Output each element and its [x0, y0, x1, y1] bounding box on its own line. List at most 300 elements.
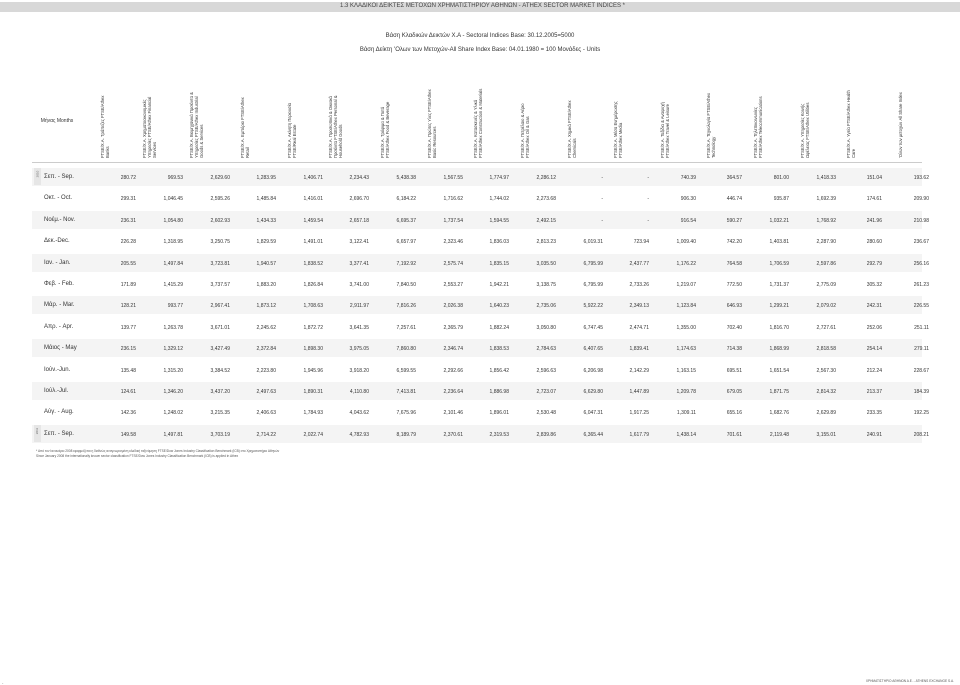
table-cell: 124.61	[120, 389, 136, 395]
column-header-label: FTSE/X.A. Ταξίδια & Αναψυχή FTSE/Athex Travel & Leisure	[660, 102, 670, 158]
table-cell: 2,026.38	[443, 303, 463, 310]
table-cell: 3,918.20	[349, 367, 369, 374]
table-cell: 364.57	[726, 175, 742, 181]
table-cell: 236.15	[120, 346, 136, 353]
table-cell: 149.58	[120, 431, 136, 438]
column-header	[846, 86, 856, 158]
table-cell: 646.93	[726, 303, 742, 310]
column-header-label: FTSE/X.A. Μέσα Ενημέρωσης FTSE/Athex Media	[613, 101, 623, 158]
table-cell: 2,813.23	[536, 239, 556, 246]
column-header-label: FTSE/X.A. Ακίνητη Περιουσία FTSE/Real Estate	[287, 102, 297, 158]
month-label: Σεπ. - Sep.	[44, 174, 74, 180]
table-cell: 1,651.54	[769, 367, 789, 374]
column-header	[660, 86, 670, 158]
table-cell: 3,671.01	[210, 324, 230, 331]
all-share-base-note: Βάση Δείκτη 'Ολων των Μετοχών-All Share Index Base: 04.01.1980 = 100 Μονάδες - Units	[359, 47, 601, 53]
table-cell: 1,898.30	[303, 346, 323, 353]
column-header-label: FTSE/X.A. Χημικά FTSE/Athex Chemicals	[567, 100, 577, 158]
table-cell: 1,835.15	[489, 260, 509, 267]
table-cell: -	[647, 217, 649, 224]
table-cell: 7,192.92	[396, 260, 416, 267]
table-cell: 1,406.71	[303, 175, 323, 181]
table-cell: 256.16	[913, 260, 929, 267]
column-header-label: FTSE/X.A. Βιομηχανικά Προϊόντα & Υπηρεσίες FTSE/Athex Industrial Goods & Services	[189, 92, 204, 158]
table-cell: 193.62	[913, 175, 929, 181]
table-cell: 7,816.26	[396, 303, 416, 310]
table-cell: 1,176.22	[676, 260, 696, 267]
table-cell: 1,882.24	[489, 324, 509, 331]
table-cell: 280.72	[120, 175, 136, 181]
table-cell: 236.31	[120, 217, 136, 224]
table-cell: 1,768.92	[816, 217, 836, 224]
table-cell: 702.40	[726, 324, 742, 331]
table-cell: 801.00	[773, 175, 789, 181]
table-cell: 1,883.20	[256, 282, 276, 288]
report-title: 1.3 ΚΛΑΔΙΚΟΙ ΔΕΙΚΤΕΣ ΜΕΤΟΧΩΝ ΧΡΗΜΑΤΙΣΤΗΡΙΟΥ ΑΘΗΝΩΝ - ATHEX SECTOR MARKET INDICES *	[340, 3, 625, 9]
table-cell: 1,567.55	[443, 175, 463, 181]
table-cell: 174.61	[866, 196, 882, 203]
table-cell: 1,692.39	[816, 196, 836, 203]
table-cell: 1,123.84	[676, 303, 696, 310]
table-cell: 299.31	[120, 196, 136, 203]
table-cell: 2,492.15	[536, 217, 556, 224]
table-cell: 135.48	[120, 367, 136, 374]
column-header	[520, 86, 530, 158]
table-cell: 2,497.63	[256, 389, 276, 395]
table-cell: 2,245.62	[256, 324, 276, 331]
table-cell: 1,054.80	[163, 217, 183, 224]
table-cell: 2,727.61	[816, 324, 836, 331]
table-cell: 2,784.63	[536, 346, 556, 353]
table-cell: 1,434.33	[256, 217, 276, 224]
table-cell: 3,122.41	[349, 239, 369, 246]
table-cell: 3,427.49	[210, 346, 230, 353]
table-cell: 740.39	[680, 175, 696, 181]
month-label: Αύγ. - Aug.	[44, 409, 74, 416]
table-row	[32, 318, 929, 339]
table-cell: 3,035.50	[536, 260, 556, 267]
table-cell: 1,784.93	[303, 410, 323, 417]
table-cell: 1,816.70	[769, 324, 789, 331]
table-cell: 701.61	[726, 431, 742, 438]
footer-publisher: ΧΡΗΜΑΤΙΣΤΗΡΙΟ ΑΘΗΝΩΝ Α.Ε. - ATHENS EXCHANGE S.A.	[865, 679, 954, 683]
table-cell: 1,872.72	[303, 324, 323, 331]
table-cell: 772.50	[726, 282, 742, 288]
column-header	[893, 86, 903, 158]
table-cell: 233.35	[866, 410, 882, 417]
table-cell: 1,416.01	[303, 196, 323, 203]
table-cell: 2,775.09	[816, 282, 836, 288]
table-cell: 1,868.99	[769, 346, 789, 353]
column-header	[613, 86, 623, 158]
column-header	[753, 86, 763, 158]
table-cell: 171.89	[120, 282, 136, 288]
table-row	[32, 232, 929, 253]
table-cell: 5,438.38	[396, 175, 416, 181]
table-cell: 1,945.96	[303, 367, 323, 374]
column-header	[100, 86, 110, 158]
table-cell: 1,447.89	[629, 389, 649, 395]
table-cell: 6,747.45	[583, 324, 603, 331]
table-cell: 655.16	[726, 410, 742, 417]
table-cell: 6,365.44	[583, 431, 603, 438]
table-cell: 1,896.01	[489, 410, 509, 417]
table-cell: 236.67	[913, 239, 929, 246]
table-cell: 213.37	[866, 389, 882, 395]
table-cell: 305.32	[866, 282, 882, 288]
table-cell: 6,795.99	[583, 282, 603, 288]
table-cell: 2,292.66	[443, 367, 463, 374]
table-cell: 2,595.26	[210, 196, 230, 203]
table-cell: 226.28	[120, 239, 136, 246]
table-cell: 2,474.71	[629, 324, 649, 331]
table-cell: 1,219.07	[676, 282, 696, 288]
table-cell: 292.79	[866, 260, 882, 267]
table-cell: 1,716.62	[443, 196, 463, 203]
table-cell: 254.14	[866, 346, 882, 353]
table-cell: 261.23	[913, 282, 929, 288]
table-cell: 4,043.62	[349, 410, 369, 417]
table-row	[32, 275, 929, 296]
table-cell: 1,309.11	[676, 410, 696, 417]
column-header-label: FTSE/X.A. Υγεία FTSE/Athex Health Care	[846, 90, 856, 158]
table-cell: 1,594.55	[489, 217, 509, 224]
table-cell: -	[647, 175, 649, 181]
table-cell: 2,119.48	[769, 431, 789, 438]
table-cell: 1,836.03	[489, 239, 509, 246]
table-cell: 2,273.68	[536, 196, 556, 203]
table-cell: 3,737.57	[210, 282, 230, 288]
table-cell: 764.58	[726, 260, 742, 267]
table-cell: 2,629.60	[210, 175, 230, 181]
table-cell: 4,782.93	[349, 431, 369, 438]
table-cell: 1,744.02	[489, 196, 509, 203]
table-cell: 241.96	[866, 217, 882, 224]
table-cell: 2,349.13	[629, 303, 649, 310]
table-cell: 2,234.43	[349, 175, 369, 181]
table-cell: 723.94	[633, 239, 649, 246]
table-cell: 2,079.02	[816, 303, 836, 310]
table-cell: 1,829.59	[256, 239, 276, 246]
table-cell: 1,826.84	[303, 282, 323, 288]
table-cell: 2,287.90	[816, 239, 836, 246]
year-label: 2010	[35, 170, 40, 178]
table-cell: 6,599.55	[396, 367, 416, 374]
table-cell: 2,142.29	[629, 367, 649, 374]
month-label: Μάιος - May	[44, 345, 77, 352]
table-cell: 7,257.61	[396, 324, 416, 331]
table-cell: 3,723.81	[210, 260, 230, 267]
table-row	[32, 382, 929, 403]
year-tag	[34, 168, 41, 185]
table-cell: 2,346.74	[443, 346, 463, 353]
table-cell: 7,675.96	[396, 410, 416, 417]
table-cell: 2,575.74	[443, 260, 463, 267]
table-cell: 3,741.00	[349, 282, 369, 288]
table-row	[32, 254, 929, 275]
table-cell: 1,838.53	[489, 346, 509, 353]
sector-base-note: Βάση Κλαδικών Δεικτών Χ.Α - Sectoral Indices Base: 30.12.2005=5000	[385, 33, 575, 39]
footnote-greek: * Από τον Ιανουάριο 2008 εφαρμόζεται η διεθνώς αναγνωρισμένη κλαδική ταξινόμηση FTSE/Dow Jones Industry Classification Benchmark (ICB) στο Χρηματιστήριο Αθηνών	[36, 449, 280, 453]
table-cell: 2,735.06	[536, 303, 556, 310]
table-cell: 2,597.86	[816, 260, 836, 267]
table-cell: 139.77	[120, 324, 136, 331]
column-header-label: FTSE/X.A. Πρώτες Υλες FTSE/Athex Basic Resources	[427, 89, 437, 158]
table-cell: -	[601, 217, 603, 224]
table-cell: 6,184.22	[396, 196, 416, 203]
table-cell: 212.24	[866, 367, 882, 374]
table-cell: 1,731.37	[769, 282, 789, 288]
table-cell: 2,596.63	[536, 367, 556, 374]
month-label: Ιαν. - Jan.	[44, 259, 71, 266]
column-header	[328, 86, 343, 158]
column-header	[706, 86, 716, 158]
month-label: Απρ. - Apr.	[44, 323, 74, 330]
table-cell: 142.36	[120, 410, 136, 417]
table-cell: 1,418.33	[816, 175, 836, 181]
year-tag	[34, 425, 41, 442]
table-cell: 128.21	[120, 303, 136, 310]
table-cell: 1,346.20	[163, 389, 183, 395]
table-cell: 2,911.97	[349, 303, 369, 310]
column-header	[427, 86, 437, 158]
month-label: Νοέμ.- Nov.	[44, 216, 76, 223]
month-label: Οκτ. - Oct.	[44, 195, 73, 202]
table-cell: 1,163.15	[676, 367, 696, 374]
table-cell: 1,209.78	[676, 389, 696, 395]
table-cell: 1,890.31	[303, 389, 323, 395]
table-cell: 446.74	[726, 196, 742, 203]
table-cell: 993.77	[167, 303, 183, 310]
table-cell: 2,818.58	[816, 346, 836, 353]
table-cell: 1,459.54	[303, 217, 323, 224]
table-cell: 695.51	[726, 367, 742, 374]
table-cell: 2,437.77	[629, 260, 649, 267]
table-cell: 192.25	[913, 410, 929, 417]
table-cell: 7,840.50	[396, 282, 416, 288]
table-cell: 252.06	[866, 324, 882, 331]
column-header	[567, 86, 577, 158]
table-cell: 3,975.05	[349, 346, 369, 353]
column-header	[142, 86, 157, 158]
table-cell: 209.90	[913, 196, 929, 203]
table-cell: 2,370.61	[443, 431, 463, 438]
column-header-label: 'Ολων των μετοχών All Share Index	[898, 92, 903, 158]
column-header	[189, 86, 204, 158]
table-cell: 3,250.75	[210, 239, 230, 246]
table-cell: 1,682.76	[769, 410, 789, 417]
column-header-label: FTSE/X.A. Τεχνολογία FTSE/Athex Technology	[706, 93, 716, 158]
table-cell: 1,491.01	[303, 239, 323, 246]
table-cell: 6,407.65	[583, 346, 603, 353]
table-cell: 3,215.35	[210, 410, 230, 417]
table-cell: 3,437.20	[210, 389, 230, 395]
table-cell: 1,497.81	[163, 431, 183, 438]
table-cell: -	[601, 196, 603, 203]
table-cell: 2,286.12	[536, 175, 556, 181]
table-cell: 6,657.97	[396, 239, 416, 246]
column-header-label: FTSE/X.A. Κατασκευές & Υλικά FTSE/Athex Construction & Materials	[473, 88, 483, 158]
table-cell: 2,723.07	[536, 389, 556, 395]
table-cell: 1,838.52	[303, 260, 323, 267]
header-divider	[32, 162, 922, 163]
table-cell: 1,415.29	[163, 282, 183, 288]
table-row	[32, 361, 929, 382]
page-mark: -	[2, 680, 4, 685]
table-cell: 2,406.63	[256, 410, 276, 417]
table-cell: 2,839.86	[536, 431, 556, 438]
table-cell: 3,138.75	[536, 282, 556, 288]
table-cell: -	[647, 196, 649, 203]
table-cell: 2,236.64	[443, 389, 463, 395]
table-cell: 3,703.19	[210, 431, 230, 438]
month-label: Σεπ. - Sep.	[44, 430, 74, 437]
table-cell: 1,873.12	[256, 303, 276, 310]
table-cell: 1,032.21	[769, 217, 789, 224]
table-cell: 280.60	[866, 239, 882, 246]
column-header-label: FTSE/X.A. Υπηρεσίες Κοινής Ωφέλειας FTSE/Athex Utilities	[800, 102, 810, 158]
month-label: Ιούν.-Jun.	[44, 366, 71, 373]
month-column-header: Μήνας Months	[40, 118, 74, 124]
month-label: Ιούλ.-Jul.	[44, 388, 69, 394]
table-cell: 1,917.25	[629, 410, 649, 417]
footnote-english: Since January 2008 the internationally known sector classification FTSE/Dow Jones Industry Classification Benchmark (ICB) is applied in Athex	[36, 454, 239, 458]
table-cell: 2,967.41	[210, 303, 230, 310]
table-cell: 2,602.93	[210, 217, 230, 224]
table-cell: 906.30	[680, 196, 696, 203]
year-label: 2011	[35, 427, 40, 435]
table-cell: 1,248.02	[163, 410, 183, 417]
table-cell: 1,617.79	[629, 431, 649, 438]
table-cell: 6,047.31	[583, 410, 603, 417]
table-cell: 679.05	[726, 389, 742, 395]
table-cell: 2,696.70	[349, 196, 369, 203]
table-cell: 6,206.98	[583, 367, 603, 374]
table-cell: 1,640.23	[489, 303, 509, 310]
table-cell: 1,886.98	[489, 389, 509, 395]
table-cell: 7,413.81	[396, 389, 416, 395]
column-header	[380, 86, 390, 158]
table-cell: 969.53	[167, 175, 183, 181]
table-cell: -	[601, 175, 603, 181]
table-cell: 1,438.14	[676, 431, 696, 438]
table-cell: 208.21	[913, 431, 929, 438]
table-cell: 916.54	[680, 217, 696, 224]
table-row	[32, 296, 929, 317]
table-cell: 1,856.42	[489, 367, 509, 374]
table-cell: 242.31	[866, 303, 882, 310]
table-cell: 7,860.80	[396, 346, 416, 353]
table-cell: 2,323.46	[443, 239, 463, 246]
table-cell: 1,318.95	[163, 239, 183, 246]
table-cell: 1,497.84	[163, 260, 183, 267]
table-cell: 2,553.27	[443, 282, 463, 288]
table-cell: 226.55	[913, 303, 929, 310]
table-cell: 210.98	[913, 217, 929, 224]
column-header	[287, 86, 297, 158]
table-cell: 3,641.35	[349, 324, 369, 331]
table-cell: 1,315.20	[163, 367, 183, 374]
table-cell: 1,263.78	[163, 324, 183, 331]
month-label: Δεκ.-Dec.	[44, 238, 70, 245]
table-cell: 205.55	[120, 260, 136, 267]
table-row	[32, 403, 929, 424]
table-cell: 1,299.21	[769, 303, 789, 310]
table-cell: 228.67	[913, 367, 929, 374]
table-cell: 935.87	[773, 196, 789, 203]
table-row	[32, 339, 929, 360]
table-cell: 714.38	[726, 346, 742, 353]
table-cell: 2,733.26	[629, 282, 649, 288]
table-cell: 2,365.79	[443, 324, 463, 331]
table-cell: 2,372.84	[256, 346, 276, 353]
table-cell: 4,110.80	[349, 389, 369, 395]
table-cell: 1,009.40	[676, 239, 696, 246]
month-label: Φεβ. - Feb.	[44, 281, 74, 287]
table-cell: 590.27	[726, 217, 742, 224]
table-row	[32, 168, 929, 189]
table-cell: 1,940.57	[256, 260, 276, 267]
column-header-label: FTSE/X.A. Εμπόριο FTSE/Athex Retail	[240, 97, 250, 158]
table-cell: 8,189.79	[396, 431, 416, 438]
table-cell: 1,774.97	[489, 175, 509, 181]
table-cell: 3,377.41	[349, 260, 369, 267]
table-cell: 2,714.22	[256, 431, 276, 438]
table-row	[32, 211, 929, 232]
column-header-label: FTSE/X.A. Χρηματοοικονομικές Υπηρεσίες FTSE/Athex Financial Services	[142, 96, 157, 158]
column-header	[800, 86, 810, 158]
column-header-label: FTSE/X.A. Πετρέλαιο & Αέριο FTSE/Athex Oil & Gas	[520, 103, 530, 158]
table-cell: 2,530.48	[536, 410, 556, 417]
table-cell: 1,737.54	[443, 217, 463, 224]
table-row	[32, 425, 929, 446]
table-cell: 2,319.53	[489, 431, 509, 438]
table-cell: 3,050.80	[536, 324, 556, 331]
column-header	[473, 86, 483, 158]
table-cell: 151.04	[866, 175, 882, 181]
table-cell: 2,101.46	[443, 410, 463, 417]
table-cell: 1,329.12	[163, 346, 183, 353]
table-cell: 2,223.80	[256, 367, 276, 374]
table-cell: 1,283.95	[256, 175, 276, 181]
table-cell: 1,046.45	[163, 196, 183, 203]
table-cell: 1,706.59	[769, 260, 789, 267]
table-cell: 2,022.74	[303, 431, 323, 438]
table-cell: 279.11	[914, 346, 929, 353]
month-label: Μάρ. - Mar.	[44, 302, 75, 309]
table-cell: 251.11	[914, 324, 929, 331]
table-cell: 184.39	[913, 389, 929, 395]
column-header-label: FTSE/X.A. Τηλεπικοινωνίες FTSE/Athex Telecommunications	[753, 96, 763, 158]
table-cell: 1,174.63	[676, 346, 696, 353]
table-cell: 1,871.75	[769, 389, 789, 395]
table-cell: 1,942.21	[489, 282, 509, 288]
table-cell: 2,657.18	[349, 217, 369, 224]
table-row	[32, 189, 929, 210]
table-cell: 3,384.52	[210, 367, 230, 374]
table-cell: 2,629.89	[816, 410, 836, 417]
table-cell: 6,629.80	[583, 389, 603, 395]
table-cell: 5,922.22	[583, 303, 603, 310]
table-cell: 6,695.37	[396, 217, 416, 224]
table-cell: 1,708.63	[303, 303, 323, 310]
column-header-label: FTSE/X.A. Τράπεζες FTSE/Athex Banks	[100, 95, 110, 158]
column-header-label: FTSE/X.A. Προσωπικά & Οικιακά Προϊόντα FTSE/Athex Personal & Household Goods	[328, 95, 343, 158]
column-header-label: FTSE/X.A. Τρόφιμα & Ποτά FTSE/Athex Food & Beverage	[380, 101, 390, 158]
table-cell: 3,155.01	[816, 431, 836, 438]
table-cell: 6,795.99	[583, 260, 603, 267]
table-cell: 6,019.31	[583, 239, 603, 246]
